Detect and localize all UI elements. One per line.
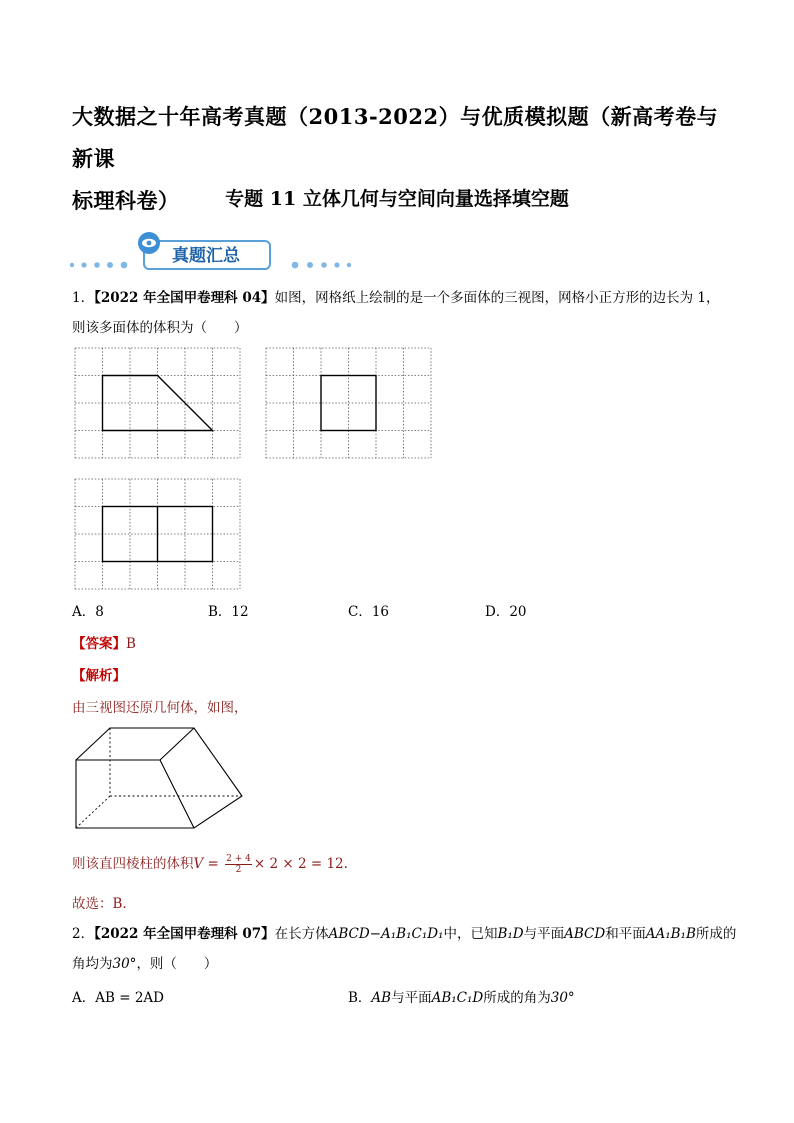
analysis-line-1: 由三视图还原几何体，如图，	[72, 700, 248, 716]
option-a[interactable]: A．8	[72, 604, 104, 620]
question-2-source: 【2022 年全国甲卷理科 07】	[94, 926, 275, 942]
q2-option-b[interactable]	[348, 986, 575, 1006]
top-view-grid	[75, 479, 241, 590]
q2-option-b-angle: 30°	[550, 990, 575, 1006]
option-d[interactable]: D．20	[485, 604, 527, 620]
q2-option-b-mid: 与平面	[391, 990, 432, 1006]
q2-text-7: ，则（ ）	[136, 956, 218, 972]
question-1-stem-2: 则该多面体的体积为（ ）	[72, 320, 248, 336]
volume-rhs: × 2 × 2 = 12.	[253, 856, 348, 872]
title-line-1: 大数据之十年高考真题（2013-2022）与优质模拟题（新高考卷与新课	[72, 104, 719, 171]
section-badge	[60, 228, 360, 274]
answer-line	[72, 632, 136, 652]
question-2-number: 2．	[72, 926, 95, 942]
q2-angle: 30°	[112, 956, 137, 972]
q2-text-3: 与平面	[523, 926, 565, 942]
question-1	[72, 288, 732, 338]
analysis-tag: 【解析】	[72, 668, 126, 684]
q2-box-name: ABCD−A₁B₁C₁D₁	[328, 926, 444, 942]
q2-text-5: 所成的	[695, 926, 737, 942]
volume-lhs: V =	[193, 856, 219, 872]
volume-prefix: 则该直四棱柱的体积	[72, 856, 194, 872]
option-c[interactable]: C．16	[348, 604, 390, 620]
badge-dots-left	[70, 262, 128, 269]
q2-text-6: 角均为	[72, 956, 113, 972]
answer-tag: 【答案】	[72, 636, 126, 652]
topic-subtitle: 专题 11 立体几何与空间向量选择填空题	[225, 188, 569, 210]
prism-figure	[74, 726, 244, 832]
badge-label: 真题汇总	[172, 246, 240, 266]
front-view-grid	[75, 348, 241, 459]
q2-segment: B₁D	[497, 926, 524, 942]
title-line-2: 标理科卷）	[72, 188, 180, 213]
q2-text-2: 中，已知	[443, 926, 498, 942]
q2-text-1: 在长方体	[274, 926, 329, 942]
question-1-source: 【2022 年全国甲卷理科 04】	[94, 290, 275, 306]
side-view-grid	[266, 348, 432, 459]
question-2-line-2	[72, 954, 742, 974]
answer-value: B	[126, 636, 136, 652]
q2-option-a[interactable]: A．AB = 2AD	[72, 990, 164, 1006]
question-1-line-1	[72, 288, 732, 308]
q2-option-b-plane: AB₁C₁D	[431, 990, 484, 1006]
volume-fraction	[225, 854, 252, 875]
conclusion: 故选：B.	[72, 896, 127, 912]
q2-plane-1: ABCD	[564, 926, 606, 942]
question-2	[72, 924, 742, 974]
question-1-stem-1: 如图，网格纸上绘制的是一个多面体的三视图，网格小正方形的边长为 1，	[274, 290, 720, 306]
question-1-number: 1．	[72, 290, 95, 306]
q2-option-b-suffix: 所成的角为	[483, 990, 551, 1006]
q2-option-b-ab: AB	[371, 990, 392, 1006]
q2-text-4: 和平面	[605, 926, 646, 942]
option-b[interactable]: B．12	[208, 604, 249, 620]
question-2-line-1	[72, 924, 742, 944]
volume-line	[72, 852, 348, 875]
fraction-denominator: 2	[235, 865, 242, 875]
badge-dots-right	[292, 262, 351, 269]
q2-plane-2: AA₁B₁B	[645, 926, 696, 942]
fraction-numerator: 2 + 4	[226, 854, 251, 864]
q2-option-b-prefix: B．	[348, 990, 372, 1006]
